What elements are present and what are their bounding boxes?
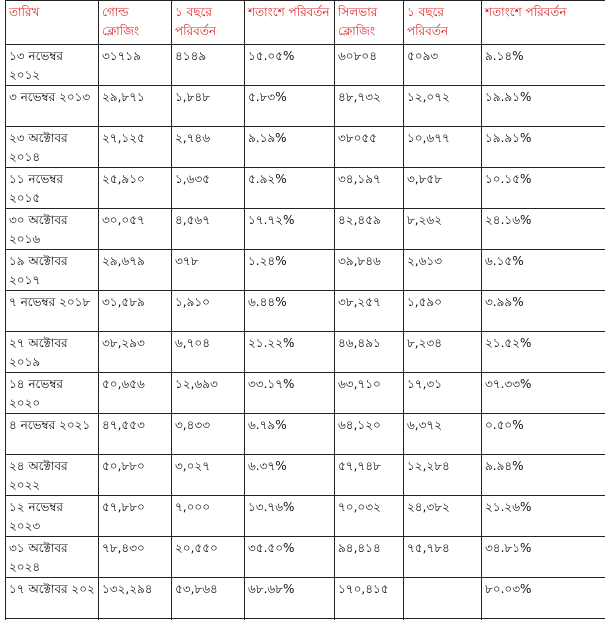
cell-gold-percent-change: ১.২৪% (245, 250, 335, 291)
cell-silver-closing: ৬৪,১২০ (335, 414, 404, 455)
cell-gold-percent-change: ২১.২২% (245, 332, 335, 373)
cell-silver-yearly-change: ১০,৬৭৭ (404, 127, 482, 168)
cell-silver-yearly-change: ২৪,৩৮২ (404, 496, 482, 537)
table-row (6, 86, 606, 127)
cell-silver-yearly-change: ১২,২৮৪ (404, 455, 482, 496)
table-wrapper (5, 0, 605, 620)
cell-date: ১৭ অক্টোবর ২০২ (6, 578, 99, 619)
cell-gold-percent-change: ৩৫.৫০% (245, 537, 335, 578)
header-row (6, 1, 606, 45)
cell-gold-percent-change: ১৫.০৫% (245, 45, 335, 86)
cell-gold-percent-change: ৬.৩৭% (245, 455, 335, 496)
cell-date: ৭ নভেম্বর ২০১৮ (6, 291, 99, 332)
cell-gold-closing: ৩৮,২৯৩ (99, 332, 172, 373)
cell-gold-yearly-change: ৬,৭০৪ (172, 332, 245, 373)
cell-silver-percent-change: ২১.৫২% (482, 332, 606, 373)
cell-silver-percent-change: ২১.২৬% (482, 496, 606, 537)
table-row (6, 45, 606, 86)
cell-silver-closing: ১৭০,৪১৫ (335, 578, 404, 619)
cell-silver-yearly-change: ৬,৩৭২ (404, 414, 482, 455)
cell-silver-yearly-change: ১২,০৭২ (404, 86, 482, 127)
cell-gold-yearly-change: ৩,০২৭ (172, 455, 245, 496)
cell-silver-closing: ৬০৮০৪ (335, 45, 404, 86)
cell-silver-closing: ৪২,৪৫৯ (335, 209, 404, 250)
cell-gold-yearly-change: ১২,৬৯৩ (172, 373, 245, 414)
header-gold-closing: গোল্ড ক্লোজিং (99, 1, 172, 45)
cell-date: ৩১ অক্টোবর ২০২৪ (6, 537, 99, 578)
cell-silver-yearly-change: ৩,৮৫৮ (404, 168, 482, 209)
cell-date: ১২ নভেম্বর ২০২৩ (6, 496, 99, 537)
price-table (5, 0, 605, 620)
cell-silver-closing: ৪৬,৪৯১ (335, 332, 404, 373)
cell-gold-yearly-change: ৩,৪৩৩ (172, 414, 245, 455)
cell-silver-percent-change: ৬.১৫% (482, 250, 606, 291)
cell-silver-closing: ৩৯,৮৪৬ (335, 250, 404, 291)
cell-silver-percent-change: ২৪.১৬% (482, 209, 606, 250)
cell-gold-closing: ৩০,০৫৭ (99, 209, 172, 250)
cell-date: ২৩ অক্টোবর ২০১৪ (6, 127, 99, 168)
cell-gold-closing: ৫০,৮৮০ (99, 455, 172, 496)
cell-date: ২৭ অক্টোবর ২০১৯ (6, 332, 99, 373)
table-row (6, 455, 606, 496)
cell-date: ১৯ অক্টোবর ২০১৭ (6, 250, 99, 291)
cell-gold-yearly-change: ১,৯১০ (172, 291, 245, 332)
cell-silver-closing: ৩৮০৫৫ (335, 127, 404, 168)
cell-gold-yearly-change: ৪,৫৬৭ (172, 209, 245, 250)
cell-silver-closing: ৯৪,৪১৪ (335, 537, 404, 578)
cell-date: ৩ নভেম্বর ২০১৩ (6, 86, 99, 127)
cell-silver-percent-change: ১০.১৫% (482, 168, 606, 209)
cell-gold-yearly-change: ৩৭৮ (172, 250, 245, 291)
cell-gold-yearly-change: ১,৬৩৫ (172, 168, 245, 209)
table-row (6, 168, 606, 209)
cell-gold-percent-change: ৬৮.৬৮% (245, 578, 335, 619)
cell-date: ৪ নভেম্বর ২০২১ (6, 414, 99, 455)
cell-silver-percent-change: ১৯.৯১% (482, 127, 606, 168)
cell-gold-closing: ৫৭,৮৮০ (99, 496, 172, 537)
cell-gold-yearly-change: ৫৩,৮৬৪ (172, 578, 245, 619)
cell-date: ১৪ নভেম্বর ২০২০ (6, 373, 99, 414)
cell-gold-closing: ২৭,১২৫ (99, 127, 172, 168)
cell-silver-percent-change: ৮০.০৩% (482, 578, 606, 619)
cell-gold-percent-change: ১৩.৭৬% (245, 496, 335, 537)
table-row (6, 578, 606, 619)
cell-gold-closing: ১৩২,২৯৪ (99, 578, 172, 619)
cell-gold-percent-change: ৩৩.১৭% (245, 373, 335, 414)
cell-gold-yearly-change: ২০,৫৫০ (172, 537, 245, 578)
cell-silver-yearly-change: ২,৬১৩ (404, 250, 482, 291)
table-row (6, 209, 606, 250)
cell-silver-percent-change: ৯.৯৪% (482, 455, 606, 496)
header-silver-closing: সিলভার ক্লোজিং (335, 1, 404, 45)
cell-gold-yearly-change: ৪১৪৯ (172, 45, 245, 86)
cell-silver-percent-change: ৩.৯৯% (482, 291, 606, 332)
cell-gold-closing: ৭৮,৪৩০ (99, 537, 172, 578)
cell-gold-yearly-change: ৭,০০০ (172, 496, 245, 537)
cell-gold-closing: ২৫,৯১০ (99, 168, 172, 209)
cell-date: ১৩ নভেম্বর ২০১২ (6, 45, 99, 86)
cell-gold-percent-change: ৫.৮৩% (245, 86, 335, 127)
cell-date: ১১ নভেম্বর ২০১৫ (6, 168, 99, 209)
cell-silver-yearly-change: ৮,২৬২ (404, 209, 482, 250)
cell-silver-closing: ৫৭,৭৪৮ (335, 455, 404, 496)
cell-silver-yearly-change: ৮,২৩৪ (404, 332, 482, 373)
cell-silver-yearly-change: ৭৫,৭৮৪ (404, 537, 482, 578)
cell-gold-percent-change: ১৭.৭২% (245, 209, 335, 250)
table-row (6, 414, 606, 455)
table-row (6, 537, 606, 578)
cell-silver-percent-change: ০.৫০% (482, 414, 606, 455)
cell-gold-percent-change: ৬.৭৯% (245, 414, 335, 455)
cell-gold-closing: ২৯,৮৭১ (99, 86, 172, 127)
cell-silver-closing: ৬৩,৭১০ (335, 373, 404, 414)
cell-gold-percent-change: ৯.১৯% (245, 127, 335, 168)
cell-date: ২৪ অক্টোবর ২০২২ (6, 455, 99, 496)
table-row (6, 373, 606, 414)
cell-gold-yearly-change: ১,৮৪৮ (172, 86, 245, 127)
cell-gold-closing: ৫০,৬৫৬ (99, 373, 172, 414)
table-row (6, 496, 606, 537)
table-row (6, 291, 606, 332)
cell-silver-closing: ৩৪,১৯৭ (335, 168, 404, 209)
cell-gold-closing: ৩১,৫৮৯ (99, 291, 172, 332)
cell-gold-percent-change: ৬.৪৪% (245, 291, 335, 332)
cell-silver-percent-change: ৯.১৪% (482, 45, 606, 86)
table-row (6, 127, 606, 168)
cell-silver-yearly-change (404, 578, 482, 619)
cell-silver-percent-change: ৩৪.৮১% (482, 537, 606, 578)
cell-silver-yearly-change: ৫০৯৩ (404, 45, 482, 86)
cell-silver-closing: ৭০,০৩২ (335, 496, 404, 537)
header-silver-percent-change: শতাংশে পরিবর্তন (482, 1, 606, 45)
cell-silver-closing: ৪৮,৭৩২ (335, 86, 404, 127)
table-row (6, 332, 606, 373)
cell-gold-closing: ৪৭,৫৫৩ (99, 414, 172, 455)
table-row (6, 250, 606, 291)
cell-gold-closing: ২৯,৬৭৯ (99, 250, 172, 291)
cell-silver-yearly-change: ১,৫৯০ (404, 291, 482, 332)
cell-silver-percent-change: ১৯.৯১% (482, 86, 606, 127)
header-gold-yearly-change: ১ বছরে পরিবর্তন (172, 1, 245, 45)
cell-gold-yearly-change: ২,৭৪৬ (172, 127, 245, 168)
cell-gold-closing: ৩১৭১৯ (99, 45, 172, 86)
cell-date: ৩০ অক্টোবর ২০১৬ (6, 209, 99, 250)
cell-silver-closing: ৩৮,২৫৭ (335, 291, 404, 332)
header-silver-yearly-change: ১ বছরে পরিবর্তন (404, 1, 482, 45)
cell-gold-percent-change: ৫.৯২% (245, 168, 335, 209)
cell-silver-percent-change: ৩৭.৩৩% (482, 373, 606, 414)
cell-silver-yearly-change: ১৭,৩১ (404, 373, 482, 414)
header-date: তারিখ (6, 1, 99, 45)
header-gold-percent-change: শতাংশে পরিবর্তন (245, 1, 335, 45)
